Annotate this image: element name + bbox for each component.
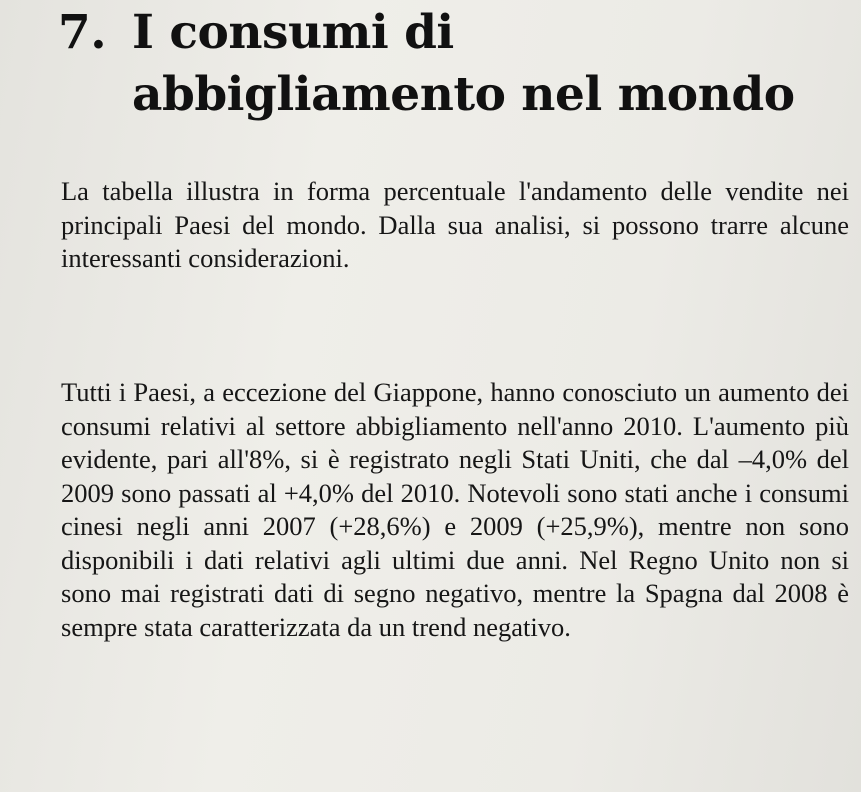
section-heading [58, 2, 848, 126]
analysis-paragraph: Tutti i Paesi, a eccezione del Giappone, hanno conosciuto un aumento dei consumi relativi al settore abbigliamento nell'anno 2010. L'aumento più evidente, pari all'8%, si è registrato negli Stati Uniti, che dal –4,0% del 2009 sono passati al +4,0% del 2010. Notevoli sono stati anche i consumi cinesi negli anni 2007 (+28,6%) e 2009 (+25,9%), mentre non sono disponibili i dati relativi agli ultimi due anni. Nel Regno Unito non si sono mai registrati dati di segno negativo, mentre la Spagna dal 2008 è sempre stata caratterizzata da un trend negativo. [61, 377, 849, 642]
intro-paragraph: La tabella illustra in forma percentuale l'andamento delle vendite nei principali Paesi del mondo. Dalla sua analisi, si possono trarre alcune interessanti considerazioni. [61, 176, 849, 273]
section-title-line-1: I consumi di [132, 5, 454, 60]
section-number: 7. [58, 5, 107, 60]
section-title-line-2: abbigliamento nel mondo [132, 67, 795, 122]
